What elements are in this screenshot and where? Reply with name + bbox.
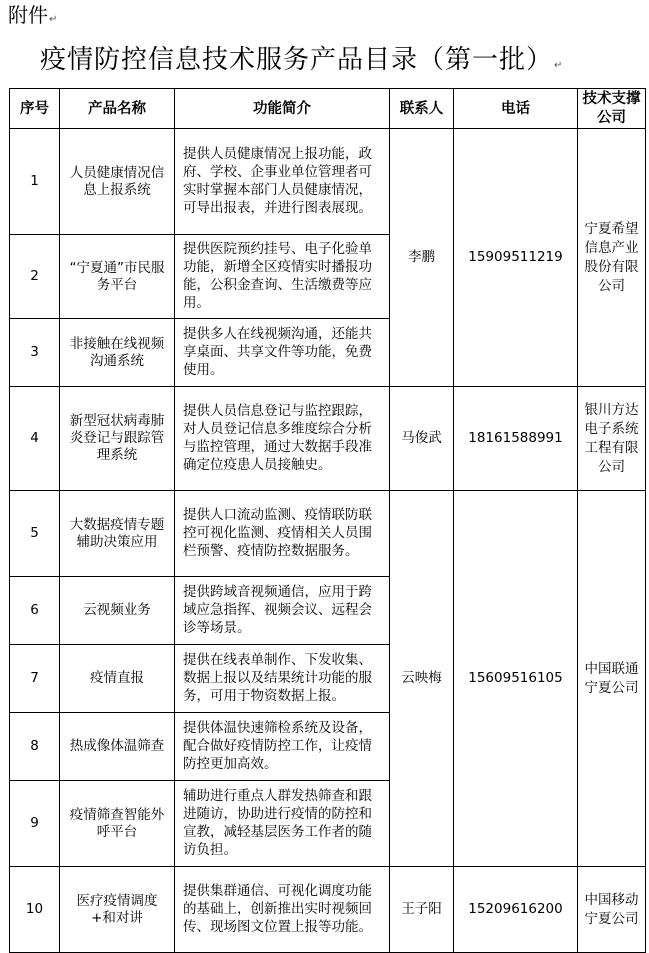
product-description: 提供医院预约挂号、电子化验单功能，新增全区疫情实时播报功能，公积金查询、生活缴费等应用。 — [175, 235, 390, 319]
table-row — [10, 491, 646, 577]
product-description: 提供体温快速筛检系统及设备，配合做好疫情防控工作，让疫情防控更加高效。 — [175, 713, 390, 781]
support-company: 中国联通宁夏公司 — [578, 491, 646, 867]
paragraph-mark-icon: ↵ — [554, 60, 564, 71]
table-row — [10, 387, 646, 491]
table-header-row — [10, 89, 646, 129]
product-name: “宁夏通”市民服务平台 — [60, 235, 175, 319]
phone-number: 15609516105 — [454, 491, 578, 867]
product-name: 医疗疫情调度+和对讲 — [60, 867, 175, 953]
product-name: 大数据疫情专题辅助决策应用 — [60, 491, 175, 577]
phone-number: 15209616200 — [454, 867, 578, 953]
product-description: 提供多人在线视频沟通，还能共享桌面、共享文件等功能，免费使用。 — [175, 319, 390, 387]
product-name: 热成像体温筛查 — [60, 713, 175, 781]
row-number: 1 — [10, 129, 60, 235]
product-name: 新型冠状病毒肺炎登记与跟踪管理系统 — [60, 387, 175, 491]
appendix-label: 附件↵ — [8, 3, 58, 27]
row-number: 2 — [10, 235, 60, 319]
row-number: 4 — [10, 387, 60, 491]
row-number: 10 — [10, 867, 60, 953]
support-company: 银川方达电子系统工程有限公司 — [578, 387, 646, 491]
phone-number: 15909511219 — [454, 129, 578, 387]
product-name: 疫情直报 — [60, 645, 175, 713]
column-header-name: 产品名称 — [60, 89, 175, 129]
support-company: 宁夏希望信息产业股份有限公司 — [578, 129, 646, 387]
phone-number: 18161588991 — [454, 387, 578, 491]
column-header-no: 序号 — [10, 89, 60, 129]
paragraph-mark-icon: ↵ — [49, 14, 58, 25]
product-description: 提供集群通信、可视化调度功能的基础上，创新推出实时视频回传、现场图文位置上报等功能。 — [175, 867, 390, 953]
table-row — [10, 867, 646, 953]
product-description: 提供人口流动监测、疫情联防联控可视化监测、疫情相关人员围栏预警、疫情防控数据服务。 — [175, 491, 390, 577]
product-description: 提供人员信息登记与监控跟踪，对人员登记信息多维度综合分析与监控管理，通过大数据手段准确定位疫患人员接触史。 — [175, 387, 390, 491]
column-header-phone: 电话 — [454, 89, 578, 129]
support-company: 中国移动宁夏公司 — [578, 867, 646, 953]
contact-person: 云映梅 — [390, 491, 454, 867]
column-header-contact: 联系人 — [390, 89, 454, 129]
product-name: 疫情筛查智能外呼平台 — [60, 781, 175, 867]
row-number: 6 — [10, 577, 60, 645]
product-name: 非接触在线视频沟通系统 — [60, 319, 175, 387]
contact-person: 马俊武 — [390, 387, 454, 491]
contact-person: 李鹏 — [390, 129, 454, 387]
row-number: 9 — [10, 781, 60, 867]
row-number: 3 — [10, 319, 60, 387]
row-number: 7 — [10, 645, 60, 713]
row-number: 5 — [10, 491, 60, 577]
product-name: 云视频业务 — [60, 577, 175, 645]
product-description: 提供跨域音视频通信，应用于跨域应急指挥、视频会议、远程会诊等场景。 — [175, 577, 390, 645]
document-title: 疫情防控信息技术服务产品目录（第一批）↵ — [40, 45, 564, 75]
product-name: 人员健康情况信息上报系统 — [60, 129, 175, 235]
product-description: 提供在线表单制作、下发收集、数据上报以及结果统计功能的服务，可用于物资数据上报。 — [175, 645, 390, 713]
product-description: 辅助进行重点人群发热筛查和跟进随访，协助进行疫情的防控和宣教，减轻基层医务工作者的随访负担。 — [175, 781, 390, 867]
row-number: 8 — [10, 713, 60, 781]
column-header-desc: 功能简介 — [175, 89, 390, 129]
product-description: 提供人员健康情况上报功能，政府、学校、企事业单位管理者可实时掌握本部门人员健康情况，可导出报表，并进行图表展现。 — [175, 129, 390, 235]
column-header-company: 技术支撑公司 — [578, 89, 646, 129]
product-catalog-table — [9, 88, 646, 953]
table-row — [10, 129, 646, 235]
contact-person: 王子阳 — [390, 867, 454, 953]
